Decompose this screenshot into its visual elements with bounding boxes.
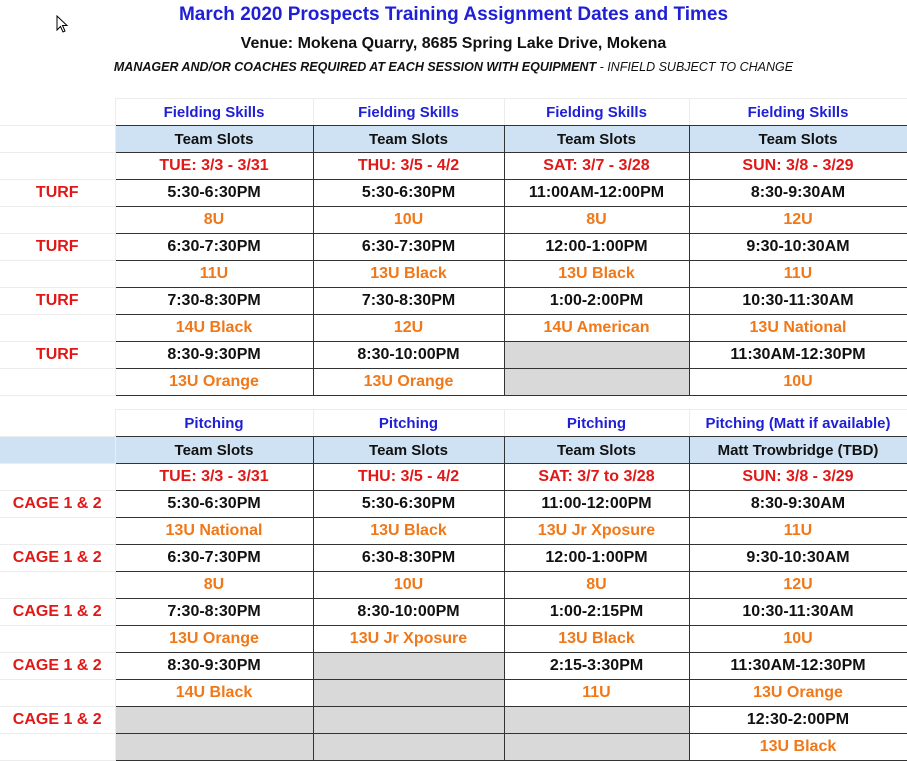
pitching-team-row — [0, 518, 907, 545]
row-label-blank[interactable] — [0, 126, 115, 153]
pitching-table — [0, 409, 907, 761]
time-slot-cell[interactable]: 7:30-8:30PM — [115, 599, 313, 626]
fielding-column-header[interactable]: Fielding Skills — [504, 99, 689, 126]
team-assignment-cell[interactable]: 14U Black — [115, 315, 313, 342]
row-label-blank[interactable] — [0, 369, 115, 396]
team-assignment-cell[interactable]: 13U Jr Xposure — [313, 626, 504, 653]
team-assignment-cell[interactable]: 11U — [689, 261, 907, 288]
row-label-blank[interactable] — [0, 626, 115, 653]
row-label-blank[interactable] — [0, 315, 115, 342]
row-label-blank[interactable] — [0, 99, 115, 126]
page-title: March 2020 Prospects Training Assignment Dates and Times — [178, 4, 729, 25]
team-assignment-cell[interactable]: 14U Black — [115, 680, 313, 707]
empty-slot-cell[interactable] — [115, 734, 313, 761]
team-assignment-cell[interactable]: 12U — [313, 315, 504, 342]
team-assignment-cell[interactable]: 8U — [504, 572, 689, 599]
pitching-time-row — [0, 491, 907, 518]
pitching-time-row — [0, 599, 907, 626]
pitching-header-row — [0, 410, 907, 437]
pitching-day-range-cell[interactable]: TUE: 3/3 - 3/31 — [115, 464, 313, 491]
row-label-blank[interactable] — [0, 518, 115, 545]
team-assignment-cell[interactable]: 13U Black — [504, 626, 689, 653]
pitching-location-label[interactable]: CAGE 1 & 2 — [0, 653, 115, 680]
time-slot-cell[interactable]: 8:30-9:30PM — [115, 653, 313, 680]
fielding-slots-cell[interactable]: Team Slots — [689, 126, 907, 153]
row-label-blank[interactable] — [0, 261, 115, 288]
empty-slot-cell[interactable] — [313, 680, 504, 707]
team-assignment-cell[interactable]: 13U Orange — [115, 369, 313, 396]
fielding-team-row — [0, 261, 907, 288]
row-label-blank[interactable] — [0, 734, 115, 761]
time-slot-cell[interactable]: 5:30-6:30PM — [115, 491, 313, 518]
team-assignment-cell[interactable]: 13U Jr Xposure — [504, 518, 689, 545]
team-assignment-cell[interactable]: 13U Black — [313, 261, 504, 288]
fielding-team-row — [0, 315, 907, 342]
fielding-location-label[interactable]: TURF — [0, 234, 115, 261]
team-assignment-cell[interactable]: 13U Orange — [689, 680, 907, 707]
pitching-slots-cell[interactable]: Matt Trowbridge (TBD) — [689, 437, 907, 464]
team-assignment-cell[interactable]: 13U Black — [504, 261, 689, 288]
team-assignment-cell[interactable]: 13U Orange — [115, 626, 313, 653]
fielding-slots-cell[interactable]: Team Slots — [313, 126, 504, 153]
time-slot-cell[interactable]: 9:30-10:30AM — [689, 234, 907, 261]
pitching-time-row — [0, 707, 907, 734]
note-rest-text: - INFIELD SUBJECT TO CHANGE — [596, 60, 794, 74]
time-slot-cell[interactable]: 5:30-6:30PM — [313, 491, 504, 518]
pitching-team-row — [0, 734, 907, 761]
time-slot-cell[interactable]: 7:30-8:30PM — [115, 288, 313, 315]
team-assignment-cell[interactable]: 8U — [115, 207, 313, 234]
time-slot-cell[interactable]: 11:30AM-12:30PM — [689, 342, 907, 369]
team-assignment-cell[interactable]: 13U Black — [313, 518, 504, 545]
fielding-day-range-cell[interactable]: SAT: 3/7 - 3/28 — [504, 153, 689, 180]
time-slot-cell[interactable]: 1:00-2:00PM — [504, 288, 689, 315]
time-slot-cell[interactable]: 8:30-9:30AM — [689, 180, 907, 207]
empty-slot-cell[interactable] — [313, 734, 504, 761]
pitching-slots-cell[interactable]: Team Slots — [313, 437, 504, 464]
team-assignment-cell[interactable]: 12U — [689, 572, 907, 599]
empty-slot-cell[interactable] — [504, 734, 689, 761]
fielding-day-range-cell[interactable]: SUN: 3/8 - 3/29 — [689, 153, 907, 180]
fielding-skills-table — [0, 98, 907, 396]
pitching-days-row — [0, 464, 907, 491]
pitching-slots-cell[interactable]: Team Slots — [115, 437, 313, 464]
pitching-team-row — [0, 680, 907, 707]
row-label-blank[interactable] — [0, 572, 115, 599]
row-label-blank[interactable] — [0, 410, 115, 437]
time-slot-cell[interactable]: 6:30-7:30PM — [115, 545, 313, 572]
time-slot-cell[interactable]: 11:00AM-12:00PM — [504, 180, 689, 207]
team-assignment-cell[interactable]: 11U — [504, 680, 689, 707]
fielding-slots-row — [0, 126, 907, 153]
pitching-time-row — [0, 545, 907, 572]
empty-slot-cell[interactable] — [313, 707, 504, 734]
fielding-column-header[interactable]: Fielding Skills — [115, 99, 313, 126]
time-slot-cell[interactable]: 12:00-1:00PM — [504, 234, 689, 261]
fielding-time-row — [0, 342, 907, 369]
team-assignment-cell[interactable]: 8U — [115, 572, 313, 599]
pitching-day-range-cell[interactable]: SUN: 3/8 - 3/29 — [689, 464, 907, 491]
fielding-team-row — [0, 207, 907, 234]
fielding-column-header[interactable]: Fielding Skills — [689, 99, 907, 126]
pitching-column-header[interactable]: Pitching — [313, 410, 504, 437]
team-assignment-cell[interactable]: 8U — [504, 207, 689, 234]
time-slot-cell[interactable]: 12:30-2:00PM — [689, 707, 907, 734]
time-slot-cell[interactable]: 6:30-7:30PM — [313, 234, 504, 261]
pitching-column-header[interactable]: Pitching — [115, 410, 313, 437]
pitching-location-label[interactable]: CAGE 1 & 2 — [0, 491, 115, 518]
time-slot-cell[interactable]: 6:30-7:30PM — [115, 234, 313, 261]
pitching-slots-row — [0, 437, 907, 464]
fielding-slots-cell[interactable]: Team Slots — [504, 126, 689, 153]
time-slot-cell[interactable]: 6:30-8:30PM — [313, 545, 504, 572]
team-assignment-cell[interactable]: 11U — [115, 261, 313, 288]
row-label-blank[interactable] — [0, 207, 115, 234]
fielding-location-label[interactable]: TURF — [0, 342, 115, 369]
pitching-team-row — [0, 572, 907, 599]
pitching-location-label[interactable]: CAGE 1 & 2 — [0, 599, 115, 626]
pitching-location-label[interactable]: CAGE 1 & 2 — [0, 545, 115, 572]
time-slot-cell[interactable]: 12:00-1:00PM — [504, 545, 689, 572]
fielding-slots-cell[interactable]: Team Slots — [115, 126, 313, 153]
time-slot-cell[interactable]: 9:30-10:30AM — [689, 545, 907, 572]
time-slot-cell[interactable]: 5:30-6:30PM — [313, 180, 504, 207]
time-slot-cell[interactable]: 8:30-9:30AM — [689, 491, 907, 518]
coach-requirement-note — [0, 60, 907, 74]
fielding-time-row — [0, 288, 907, 315]
time-slot-cell[interactable]: 2:15-3:30PM — [504, 653, 689, 680]
fielding-team-row — [0, 369, 907, 396]
note-bold-text: MANAGER AND/OR COACHES REQUIRED AT EACH SESSION WITH EQUIPMENT — [113, 60, 597, 74]
venue-line: Venue: Mokena Quarry, 8685 Spring Lake Drive, Mokena — [240, 35, 667, 52]
fielding-header-row — [0, 99, 907, 126]
mouse-pointer-icon — [56, 15, 70, 35]
team-assignment-cell[interactable]: 13U Orange — [313, 369, 504, 396]
pitching-location-label[interactable]: CAGE 1 & 2 — [0, 707, 115, 734]
time-slot-cell[interactable]: 8:30-10:00PM — [313, 599, 504, 626]
team-assignment-cell[interactable]: 10U — [313, 572, 504, 599]
empty-slot-cell[interactable] — [504, 342, 689, 369]
time-slot-cell[interactable]: 1:00-2:15PM — [504, 599, 689, 626]
team-assignment-cell[interactable]: 13U Black — [689, 734, 907, 761]
team-assignment-cell[interactable]: 10U — [689, 626, 907, 653]
time-slot-cell[interactable]: 10:30-11:30AM — [689, 599, 907, 626]
team-assignment-cell[interactable]: 11U — [689, 518, 907, 545]
empty-slot-cell[interactable] — [115, 707, 313, 734]
pitching-slots-cell[interactable]: Team Slots — [504, 437, 689, 464]
fielding-days-row — [0, 153, 907, 180]
fielding-time-row — [0, 180, 907, 207]
team-assignment-cell[interactable]: 12U — [689, 207, 907, 234]
time-slot-cell[interactable]: 8:30-10:00PM — [313, 342, 504, 369]
pitching-day-range-cell[interactable]: THU: 3/5 - 4/2 — [313, 464, 504, 491]
time-slot-cell[interactable]: 11:30AM-12:30PM — [689, 653, 907, 680]
empty-slot-cell[interactable] — [313, 653, 504, 680]
team-assignment-cell[interactable]: 13U National — [115, 518, 313, 545]
fielding-column-header[interactable]: Fielding Skills — [313, 99, 504, 126]
fielding-location-label[interactable]: TURF — [0, 288, 115, 315]
row-label-blank[interactable] — [0, 153, 115, 180]
row-label-blank[interactable] — [0, 680, 115, 707]
team-assignment-cell[interactable]: 14U American — [504, 315, 689, 342]
pitching-column-header[interactable]: Pitching — [504, 410, 689, 437]
time-slot-cell[interactable]: 11:00-12:00PM — [504, 491, 689, 518]
time-slot-cell[interactable]: 8:30-9:30PM — [115, 342, 313, 369]
empty-slot-cell[interactable] — [504, 707, 689, 734]
fielding-day-range-cell[interactable]: THU: 3/5 - 4/2 — [313, 153, 504, 180]
team-assignment-cell[interactable]: 10U — [313, 207, 504, 234]
time-slot-cell[interactable]: 5:30-6:30PM — [115, 180, 313, 207]
time-slot-cell[interactable]: 7:30-8:30PM — [313, 288, 504, 315]
fielding-location-label[interactable]: TURF — [0, 180, 115, 207]
fielding-day-range-cell[interactable]: TUE: 3/3 - 3/31 — [115, 153, 313, 180]
pitching-day-range-cell[interactable]: SAT: 3/7 to 3/28 — [504, 464, 689, 491]
empty-slot-cell[interactable] — [504, 369, 689, 396]
team-assignment-cell[interactable]: 10U — [689, 369, 907, 396]
pitching-time-row — [0, 653, 907, 680]
team-assignment-cell[interactable]: 13U National — [689, 315, 907, 342]
pitching-column-header[interactable]: Pitching (Matt if available) — [689, 410, 907, 437]
fielding-time-row — [0, 234, 907, 261]
pitching-team-row — [0, 626, 907, 653]
row-label-blank[interactable] — [0, 464, 115, 491]
row-label-blank[interactable] — [0, 437, 115, 464]
time-slot-cell[interactable]: 10:30-11:30AM — [689, 288, 907, 315]
